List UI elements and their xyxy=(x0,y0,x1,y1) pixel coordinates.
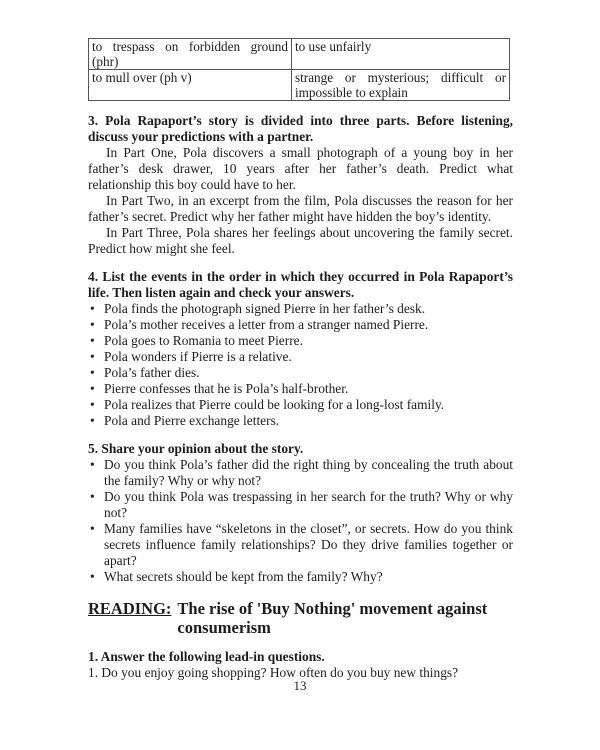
bullet-icon: • xyxy=(90,349,95,364)
list-item xyxy=(88,365,513,381)
paragraph: In Part Two, in an excerpt from the film, Pola discusses the reason for her father’s secret. Predict why her father might have hidden the boy’s identity. xyxy=(88,193,513,224)
list-item-text: Pola goes to Romania to meet Pierre. xyxy=(104,333,303,348)
opinion-questions-list xyxy=(88,457,513,585)
bullet-icon: • xyxy=(90,489,95,504)
bullet-icon: • xyxy=(90,381,95,396)
list-item-text: Pola realizes that Pierre could be looking for a long-lost family. xyxy=(104,397,445,412)
bullet-icon: • xyxy=(90,301,95,316)
paragraph: In Part One, Pola discovers a small photograph of a young boy in her father’s desk drawer, 10 years after her father’s death. Predict what relationship this boy could have to her. xyxy=(88,145,513,192)
table-row xyxy=(89,39,510,70)
list-item-text: Do you think Pola was trespassing in her search for the truth? Why or why not? xyxy=(104,489,513,520)
paragraph: In Part Three, Pola shares her feelings about uncovering the family secret. Predict how might she feel. xyxy=(88,225,513,256)
list-item xyxy=(88,317,513,333)
list-item xyxy=(88,333,513,349)
list-item-text: Do you think Pola’s father did the right thing by concealing the truth about the family? Why or why not? xyxy=(104,457,513,488)
document-page xyxy=(88,38,513,681)
page-number: 13 xyxy=(293,678,307,693)
section-4 xyxy=(88,269,513,429)
list-item xyxy=(88,569,513,585)
reading-heading xyxy=(88,599,513,637)
lead-in-heading: 1. Answer the following lead-in questions. xyxy=(88,649,325,664)
section-3-heading: 3. Pola Rapaport’s story is divided into three parts. Before listening, discuss your predictions with a partner. xyxy=(88,113,513,144)
lead-in-question: 1. Do you enjoy going shopping? How often do you buy new things? xyxy=(88,665,459,680)
section-4-heading: 4. List the events in the order in which they occurred in Pola Rapaport’s life. Then listen again and check your answers. xyxy=(88,269,513,300)
list-item xyxy=(88,489,513,521)
list-item-text: What secrets should be kept from the family? Why? xyxy=(104,569,383,584)
list-item xyxy=(88,413,513,429)
bullet-icon: • xyxy=(90,457,95,472)
reading-title: The rise of 'Buy Nothing' movement against consumerism xyxy=(177,599,488,637)
events-list xyxy=(88,301,513,429)
list-item-text: Many families have “skeletons in the closet”, or secrets. How do you think secrets influence family relationships? Do they drive families together or apart? xyxy=(104,521,513,568)
section-3 xyxy=(88,113,513,257)
table-cell-term: to trespass on forbidden ground (phr) xyxy=(89,39,292,70)
table-cell-term: to mull over (ph v) xyxy=(89,70,292,101)
list-item-text: Pola wonders if Pierre is a relative. xyxy=(104,349,292,364)
bullet-icon: • xyxy=(90,521,95,536)
bullet-icon: • xyxy=(90,569,95,584)
bullet-icon: • xyxy=(90,413,95,428)
list-item-text: Pola finds the photograph signed Pierre in her father’s desk. xyxy=(104,301,426,316)
list-item xyxy=(88,397,513,413)
bullet-icon: • xyxy=(90,397,95,412)
table-cell-definition: strange or mysterious; difficult or impossible to explain xyxy=(292,70,510,101)
bullet-icon: • xyxy=(90,365,95,380)
section-5 xyxy=(88,441,513,585)
bullet-icon: • xyxy=(90,333,95,348)
list-item-text: Pola’s mother receives a letter from a stranger named Pierre. xyxy=(104,317,429,332)
list-item xyxy=(88,349,513,365)
table-cell-definition: to use unfairly xyxy=(292,39,510,70)
reading-label: READING: xyxy=(88,599,172,618)
section-5-heading: 5. Share your opinion about the story. xyxy=(88,441,304,456)
lead-in-section xyxy=(88,649,513,681)
list-item-text: Pola’s father dies. xyxy=(104,365,200,380)
list-item xyxy=(88,521,513,569)
table-row xyxy=(89,70,510,101)
vocabulary-table xyxy=(88,38,510,101)
list-item xyxy=(88,381,513,397)
list-item xyxy=(88,457,513,489)
list-item-text: Pierre confesses that he is Pola’s half-brother. xyxy=(104,381,349,396)
bullet-icon: • xyxy=(90,317,95,332)
list-item-text: Pola and Pierre exchange letters. xyxy=(104,413,280,428)
list-item xyxy=(88,301,513,317)
